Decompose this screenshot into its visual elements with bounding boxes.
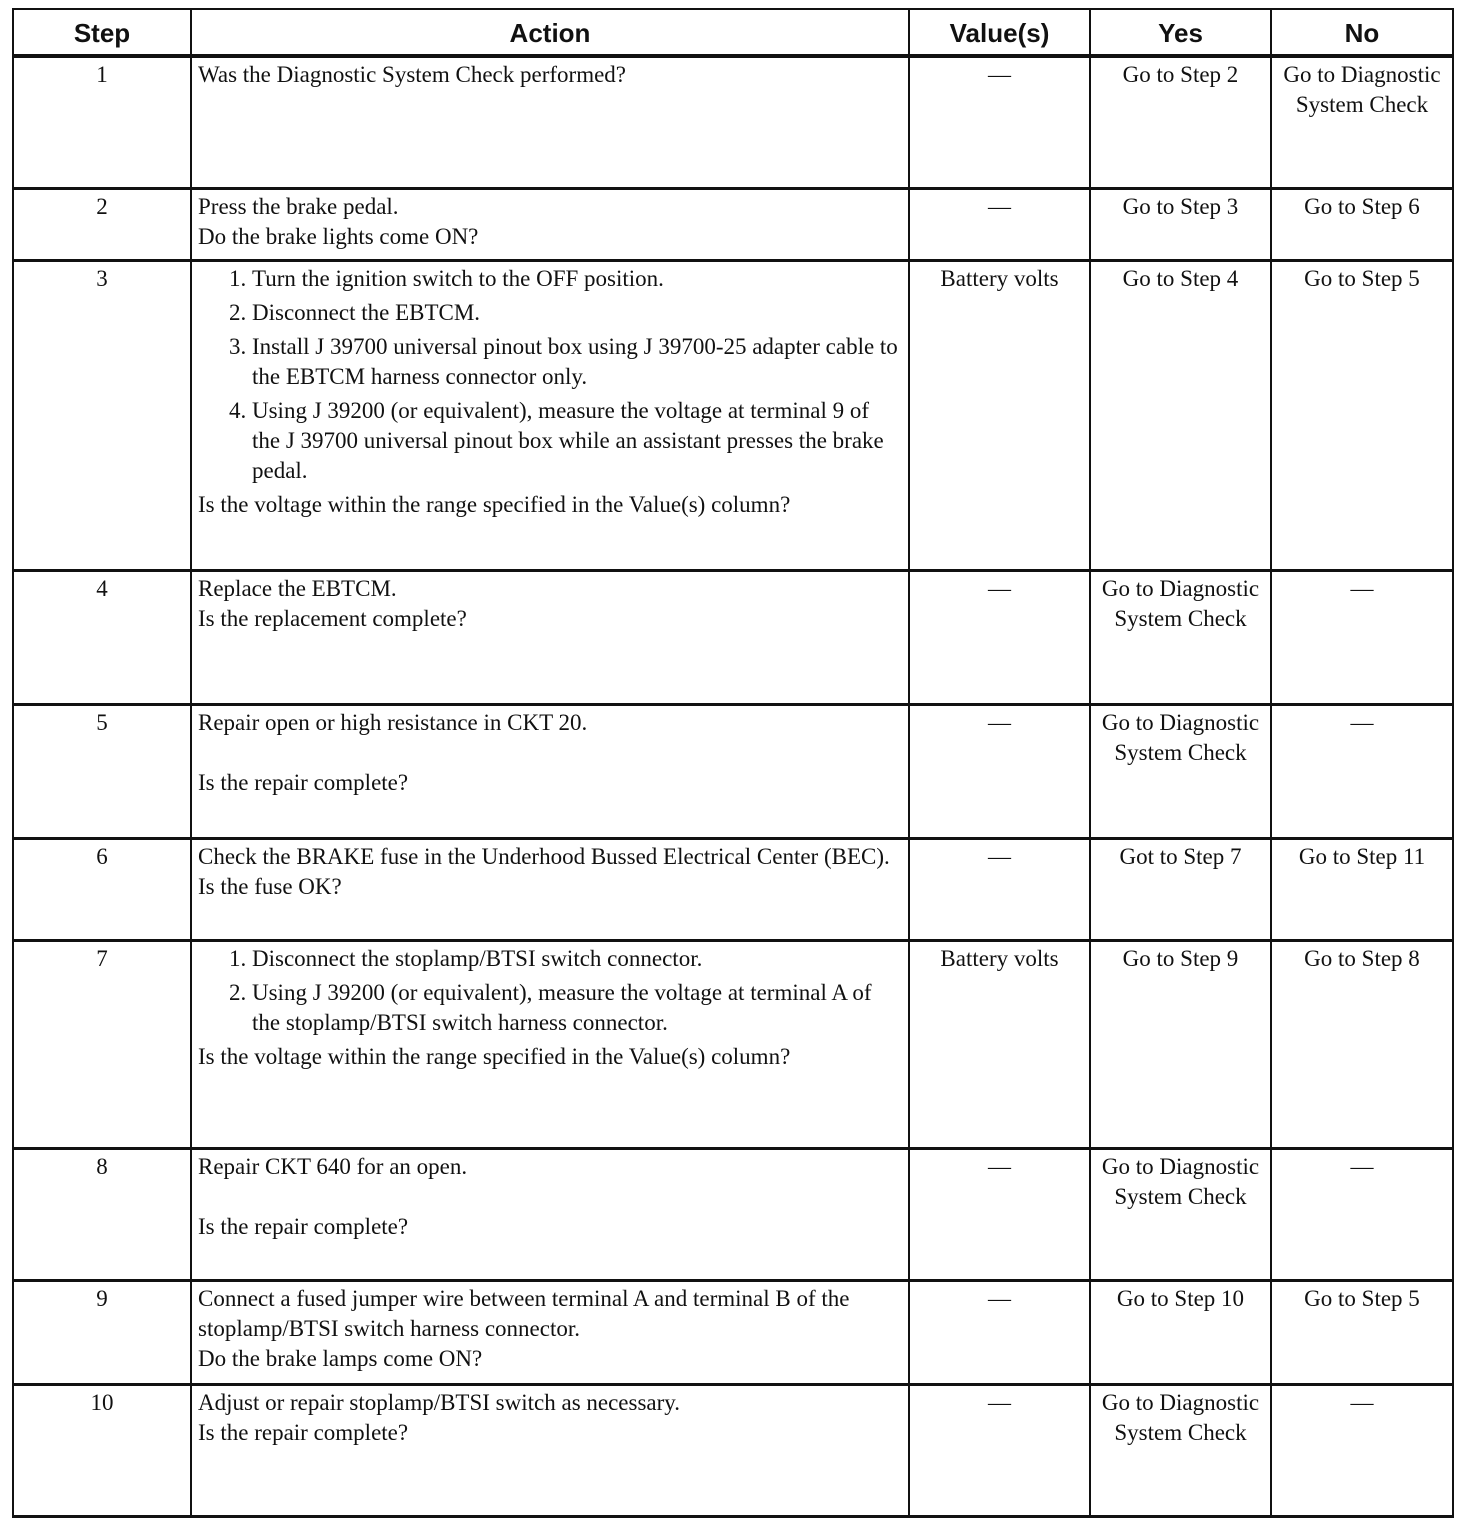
yes-cell: Got to Step 7 [1090,838,1271,940]
step-number: 3 [13,260,191,570]
table-row [13,56,1453,188]
step-number: 6 [13,838,191,940]
no-cell: — [1271,570,1453,704]
action-text: Was the Diagnostic System Check performed? [198,62,627,87]
action-question: Is the repair complete? [198,769,409,795]
step-number: 5 [13,704,191,838]
value-cell: — [909,838,1090,940]
action-question: Do the brake lights come ON? [198,223,479,249]
action-cell [191,1148,909,1280]
action-question: Is the repair complete? [198,1213,409,1239]
header-step: Step [13,9,191,56]
action-line: Repair open or high resistance in CKT 20. [198,709,588,735]
step-number: 1 [13,56,191,188]
action-cell [191,570,909,704]
no-cell: Go to Step 5 [1271,260,1453,570]
yes-cell: Go to Step 2 [1090,56,1271,188]
header-action: Action [191,9,909,56]
action-steps [198,264,902,486]
diagnostic-table [12,8,1454,1518]
value-cell: — [909,1384,1090,1516]
yes-cell: Go to Diagnostic System Check [1090,1148,1271,1280]
value-cell: — [909,570,1090,704]
no-cell: — [1271,704,1453,838]
action-question: Is the repair complete? [198,1419,409,1445]
step-number: 4 [13,570,191,704]
action-cell [191,940,909,1148]
yes-cell: Go to Diagnostic System Check [1090,1384,1271,1516]
yes-cell: Go to Diagnostic System Check [1090,704,1271,838]
action-step-item: 2. Disconnect the EBTCM. [252,298,902,328]
step-number: 9 [13,1280,191,1384]
yes-cell: Go to Diagnostic System Check [1090,570,1271,704]
no-cell: Go to Step 11 [1271,838,1453,940]
action-cell [191,704,909,838]
action-question: Is the fuse OK? [198,873,342,899]
action-question: Is the voltage within the range specified in the Value(s) column? [198,491,791,517]
table-row [13,570,1453,704]
value-cell: — [909,56,1090,188]
table-row [13,940,1453,1148]
spacer [198,738,902,768]
table-row [13,1280,1453,1384]
value-cell: — [909,188,1090,260]
header-values: Value(s) [909,9,1090,56]
no-cell: Go to Diagnostic System Check [1271,56,1453,188]
header-no: No [1271,9,1453,56]
action-cell [191,56,909,188]
yes-cell: Go to Step 9 [1090,940,1271,1148]
action-line: Replace the EBTCM. [198,575,397,601]
table-row [13,1384,1453,1516]
value-cell: Battery volts [909,260,1090,570]
table-row [13,188,1453,260]
action-line: Adjust or repair stoplamp/BTSI switch as necessary. [198,1389,681,1415]
no-cell: Go to Step 5 [1271,1280,1453,1384]
header-yes: Yes [1090,9,1271,56]
action-cell [191,188,909,260]
table-row [13,704,1453,838]
action-line: Connect a fused jumper wire between terminal A and terminal B of the stoplamp/BTSI switch harness connector. [198,1285,850,1341]
spacer [198,1182,902,1212]
no-cell: Go to Step 6 [1271,188,1453,260]
action-step-item: 2. Using J 39200 (or equivalent), measure the voltage at terminal A of the stoplamp/BTSI switch harness connector. [252,978,902,1038]
action-line: Check the BRAKE fuse in the Underhood Bussed Electrical Center (BEC). [198,843,890,869]
action-question: Is the replacement complete? [198,605,467,631]
action-step-item: 1. Turn the ignition switch to the OFF position. [252,264,902,294]
action-cell [191,260,909,570]
action-cell [191,1280,909,1384]
no-cell: — [1271,1384,1453,1516]
table-row [13,260,1453,570]
step-number: 2 [13,188,191,260]
value-cell: — [909,1280,1090,1384]
yes-cell: Go to Step 4 [1090,260,1271,570]
action-step-item: 4. Using J 39200 (or equivalent), measure the voltage at terminal 9 of the J 39700 universal pinout box while an assistant presses the brake pedal. [252,396,902,486]
action-steps [198,944,902,1038]
step-number: 8 [13,1148,191,1280]
action-line: Repair CKT 640 for an open. [198,1153,468,1179]
yes-cell: Go to Step 3 [1090,188,1271,260]
step-number: 7 [13,940,191,1148]
yes-cell: Go to Step 10 [1090,1280,1271,1384]
action-cell [191,838,909,940]
action-step-item: 3. Install J 39700 universal pinout box using J 39700-25 adapter cable to the EBTCM harness connector only. [252,332,902,392]
action-question: Do the brake lamps come ON? [198,1345,483,1371]
action-line: Press the brake pedal. [198,193,399,219]
header-row [13,9,1453,56]
no-cell: — [1271,1148,1453,1280]
table-row [13,838,1453,940]
step-number: 10 [13,1384,191,1516]
action-question: Is the voltage within the range specified in the Value(s) column? [198,1043,791,1069]
no-cell: Go to Step 8 [1271,940,1453,1148]
value-cell: — [909,704,1090,838]
value-cell: Battery volts [909,940,1090,1148]
value-cell: — [909,1148,1090,1280]
action-step-item: 1. Disconnect the stoplamp/BTSI switch connector. [252,944,902,974]
action-cell [191,1384,909,1516]
table-row [13,1148,1453,1280]
